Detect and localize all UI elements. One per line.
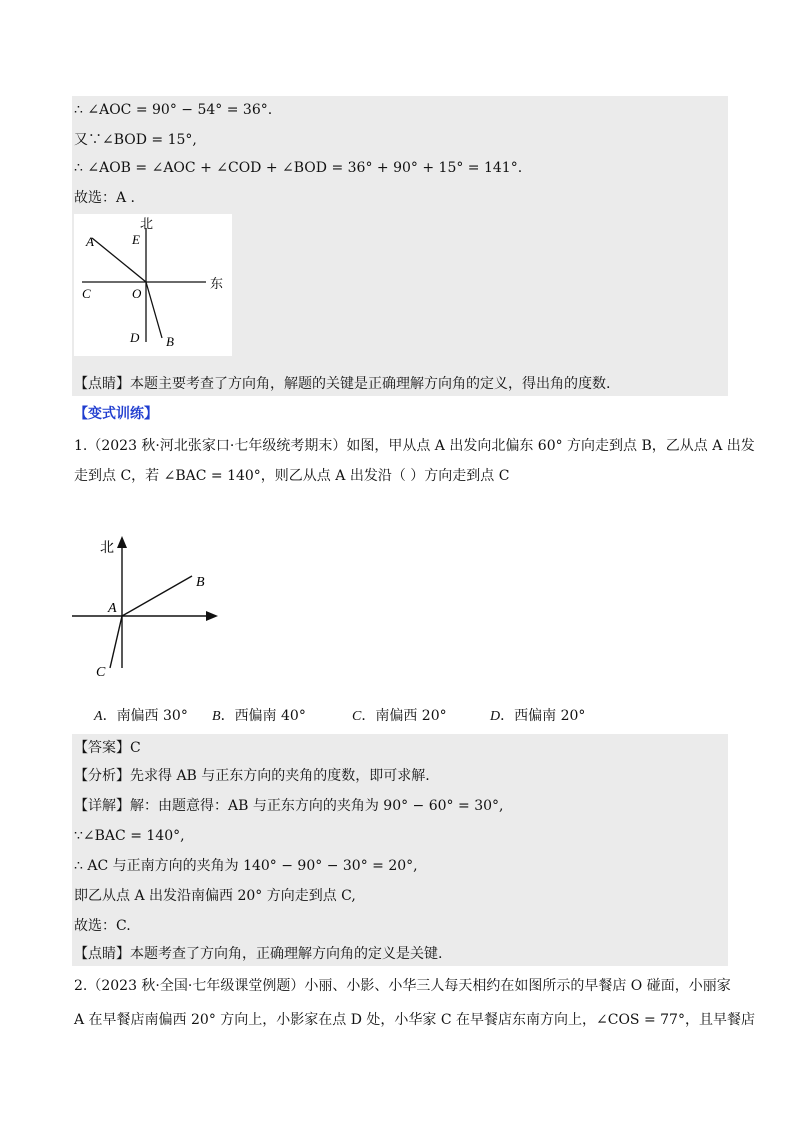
fig1-label-B: B bbox=[166, 334, 174, 349]
option-key: B bbox=[212, 709, 221, 724]
fig1-label-north: 北 bbox=[140, 216, 154, 231]
q1-option-D[interactable]: D．西偏南 20° bbox=[490, 708, 586, 724]
direction-figure-2 bbox=[70, 532, 226, 682]
fig1-label-east: 东 bbox=[210, 276, 224, 291]
q1-option-B[interactable]: B．西偏南 40° bbox=[212, 708, 306, 724]
option-text: 南偏西 30° bbox=[116, 708, 188, 724]
q1-detail-2: ∵∠BAC = 140°, bbox=[74, 828, 185, 844]
option-text: 西偏南 40° bbox=[234, 708, 306, 724]
q2-line-1: 2.（2023 秋·全国·七年级课堂例题）小丽、小影、小华三人每天相约在如图所示的早餐店 O 碰面，小丽家 bbox=[74, 978, 731, 994]
fig1-label-C: C bbox=[82, 286, 91, 301]
q1-answer: 【答案】C bbox=[74, 740, 141, 756]
fig1-label-O: O bbox=[132, 286, 142, 301]
fig1-label-E: E bbox=[132, 232, 140, 247]
q1-stem-line-2: 走到点 C，若 ∠BAC = 140°，则乙从点 A 出发沿（ ）方向走到点 C bbox=[74, 468, 510, 484]
q1-option-A[interactable]: A．南偏西 30° bbox=[94, 708, 188, 724]
q1-detail-1: 【详解】解：由题意得：AB 与正东方向的夹角为 90° − 60° = 30°, bbox=[74, 798, 504, 814]
fig2-label-C: C bbox=[96, 665, 106, 680]
solution-comment: 【点睛】本题主要考查了方向角，解题的关键是正确理解方向角的定义，得出角的度数. bbox=[74, 376, 611, 392]
q1-detail-3: ∴ AC 与正南方向的夹角为 140° − 90° − 30° = 20°, bbox=[74, 858, 418, 874]
option-text: 南偏西 20° bbox=[375, 708, 447, 724]
solution-line-1: ∴ ∠AOC = 90° − 54° = 36°. bbox=[74, 102, 273, 118]
fig2-label-A: A bbox=[108, 601, 117, 616]
q1-detail-4: 即乙从点 A 出发沿南偏西 20° 方向走到点 C, bbox=[74, 888, 356, 904]
fig2-label-north: 北 bbox=[100, 541, 114, 556]
q1-detail-5: 故选：C. bbox=[74, 918, 131, 934]
q1-comment: 【点睛】本题考查了方向角，正确理解方向角的定义是关键. bbox=[74, 946, 443, 962]
solution-line-3: ∴ ∠AOB = ∠AOC + ∠COD + ∠BOD = 36° + 90° + 15° = 141°. bbox=[74, 160, 523, 176]
fig2-label-B: B bbox=[196, 575, 205, 590]
solution-line-2: 又∵∠BOD = 15°, bbox=[74, 132, 197, 148]
option-text: 西偏南 20° bbox=[514, 708, 586, 724]
q2-line-2: A 在早餐店南偏西 20° 方向上，小影家在点 D 处，小华家 C 在早餐店东南方向上，∠COS = 77°，且早餐店 bbox=[74, 1012, 755, 1028]
option-key: A bbox=[94, 709, 103, 724]
fig1-label-A: A bbox=[86, 234, 94, 249]
q1-stem-line-1: 1.（2023 秋·河北张家口·七年级统考期末）如图，甲从点 A 出发向北偏东 60° 方向走到点 B，乙从点 A 出发 bbox=[74, 438, 755, 454]
solution-line-4: 故选：A . bbox=[74, 190, 136, 206]
direction-figure-1 bbox=[74, 214, 232, 356]
q1-option-C[interactable]: C．南偏西 20° bbox=[352, 708, 447, 724]
section-title: 【变式训练】 bbox=[74, 406, 158, 422]
fig1-label-D: D bbox=[130, 330, 140, 345]
option-key: C bbox=[352, 709, 362, 724]
q1-analysis: 【分析】先求得 AB 与正东方向的夹角的度数，即可求解. bbox=[74, 768, 430, 784]
option-key: D bbox=[490, 709, 501, 724]
